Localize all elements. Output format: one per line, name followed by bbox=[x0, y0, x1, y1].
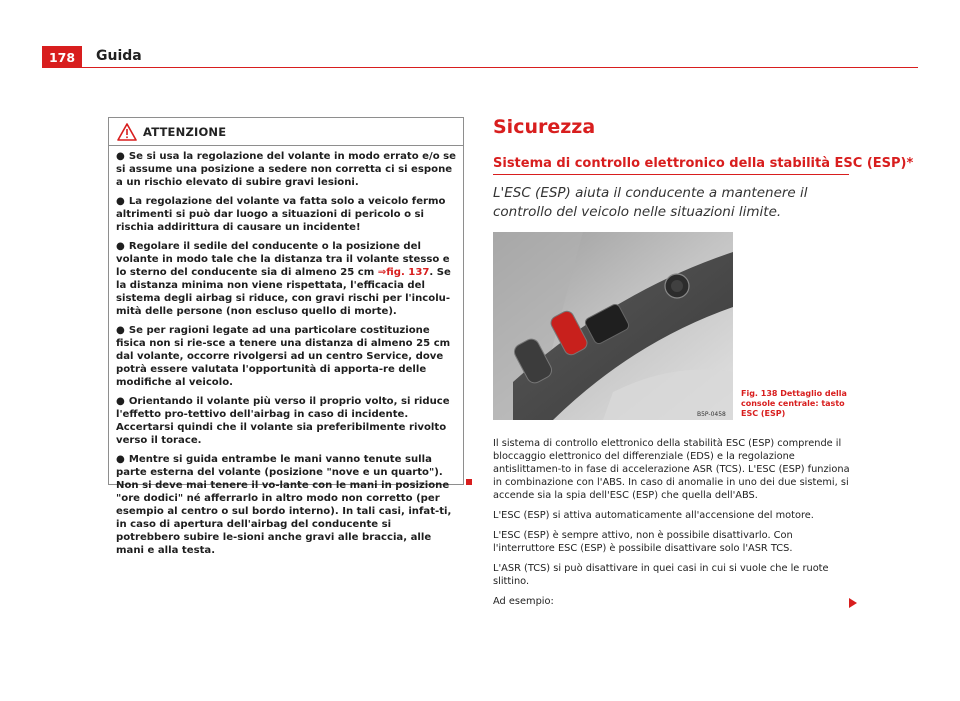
bullet: ● bbox=[116, 454, 125, 465]
bullet: ● bbox=[116, 241, 125, 252]
section-end-marker bbox=[466, 479, 472, 485]
bullet: ● bbox=[116, 196, 125, 207]
figure-code: B5P-0458 bbox=[697, 411, 726, 418]
paragraph: Ad esempio: bbox=[493, 596, 554, 607]
warning-item bbox=[116, 395, 457, 447]
page-number: 178 bbox=[42, 46, 82, 68]
lead-paragraph: L'ESC (ESP) aiuta il conducente a mantenere il controllo del veicolo nelle situazioni limite. bbox=[493, 185, 808, 220]
section-title: Guida bbox=[96, 48, 142, 64]
right-column bbox=[493, 116, 914, 220]
warning-text: Se si usa la regolazione del volante in modo errato e/o se si assume una posizione a sedere non corretta ci si espone a un rischio elevato di subire gravi lesioni. bbox=[116, 151, 457, 188]
console-photo-illustration bbox=[493, 232, 733, 420]
bullet: ● bbox=[116, 396, 125, 407]
warning-text: Orientando il volante più verso il proprio volto, si riduce l'effetto pro-tettivo dell'airbag in caso di incidente. Accertarsi quindi che il volante sia preferibilmente rivolto verso il torace. bbox=[116, 396, 450, 446]
figure-caption bbox=[741, 389, 851, 419]
warning-text: Mentre si guida entrambe le mani vanno tenute sulla parte esterna del volante (posizione "nove e un quarto"). Non si deve mai tenere il vo-lante con le mani in posizione "ore dodici" né afferrarlo in altro modo non corretto (per esempio al centro o sul bordo interno). In tali casi, infat-ti, in caso di apertura dell'airbag del conducente si potrebbero subire le-sioni anche gravi alle braccia, alle mani e alla testa. bbox=[116, 454, 452, 556]
warning-header bbox=[109, 118, 463, 146]
page-heading: Sicurezza bbox=[493, 116, 596, 138]
subheading-divider bbox=[493, 174, 849, 175]
warning-item bbox=[116, 453, 457, 557]
body-text bbox=[493, 437, 853, 615]
warning-text: Se per ragioni legate ad una particolare costituzione fisica non si rie-sce a tenere una distanza di almeno 25 cm dal volante, occorre rivolgersi ad un centro Service, dove potrà essere valutata l'opportunità di apporta-re delle modifiche al veicolo. bbox=[116, 325, 451, 388]
caption-line: console centrale: tasto bbox=[741, 399, 845, 408]
paragraph: L'ESC (ESP) è sempre attivo, non è possibile disattivarlo. Con l'interruttore ESC (ESP) è possibile disattivare solo l'ASR TCS. bbox=[493, 530, 793, 554]
caption-line: ESC (ESP) bbox=[741, 409, 786, 418]
warning-item bbox=[116, 195, 457, 234]
subheading: Sistema di controllo elettronico della stabilità ESC (ESP)* bbox=[493, 156, 914, 171]
warning-title: ATTENZIONE bbox=[143, 124, 227, 139]
continue-arrow-icon bbox=[849, 598, 857, 608]
warning-item bbox=[116, 240, 457, 318]
warning-item bbox=[116, 324, 457, 389]
figure-reference-link[interactable]: ⇒fig. 137 bbox=[377, 267, 430, 278]
bullet: ● bbox=[116, 151, 125, 162]
warning-triangle-icon bbox=[117, 123, 137, 141]
header-divider bbox=[42, 67, 918, 68]
warning-text: Regolare il sedile del conducente o la posizione del volante in modo tale che la distanza tra il volante stesso e lo sterno del conducente sia di almeno 25 cm bbox=[116, 241, 450, 278]
bullet: ● bbox=[116, 325, 125, 336]
caption-line: Fig. 138 Dettaglio della bbox=[741, 389, 847, 398]
warning-item bbox=[116, 150, 457, 189]
warning-box bbox=[108, 117, 464, 556]
warning-text: . Se la distanza minima non viene rispettata, l'efficacia del sistema degli airbag si riduce, con gravi rischi per l'incolu-mità delle persone (non escluso quello di morte). bbox=[116, 267, 451, 317]
warning-list bbox=[109, 146, 463, 557]
paragraph: L'ASR (TCS) si può disattivare in quei casi in cui si vuole che le ruote slittino. bbox=[493, 563, 829, 587]
paragraph: L'ESC (ESP) si attiva automaticamente all'accensione del motore. bbox=[493, 510, 814, 521]
warning-text: La regolazione del volante va fatta solo a veicolo fermo altrimenti si può dar luogo a situazioni di pericolo o si rischia addirittura di causare un incidente! bbox=[116, 196, 446, 233]
paragraph: Il sistema di controllo elettronico della stabilità ESC (ESP) comprende il bloccaggio elettronico del differenziale (EDS) e la regolazione antislittamen-to in fase di accelerazione ASR (TCS). L'ESC (ESP) funziona in combinazione con l'ABS. In caso di anomalie in uno dei due sistemi, si accende sia la spia dell'ESC (ESP) che quella dell'ABS. bbox=[493, 438, 850, 501]
